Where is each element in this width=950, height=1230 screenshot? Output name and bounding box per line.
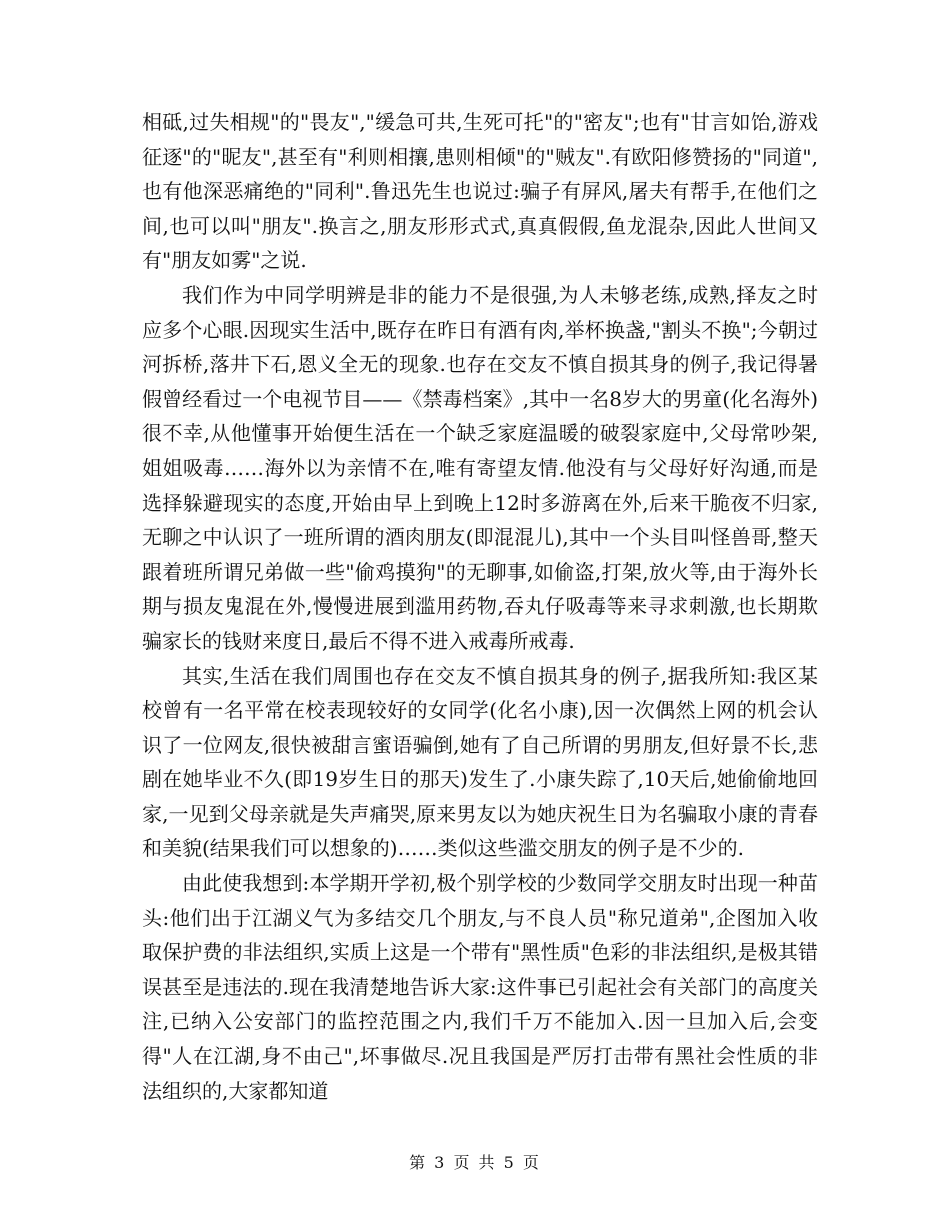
document-body: [142, 105, 818, 1108]
paragraph-4: 由此使我想到:本学期开学初,极个别学校的少数同学交朋友时出现一种苗头:他们出于江湖义气为多结交几个朋友,与不良人员"称兄道弟",企图加入收取保护费的非法组织,实质上这是一个带有"黑性质"色彩的非法组织,是极其错误甚至是违法的.现在我清楚地告诉大家:这件事已引起社会有关部门的高度关注,已纳入公安部门的监控范围之内,我们千万不能加入.因一旦加入后,会变得"人在江湖,身不由己",坏事做尽.况且我国是严厉打击带有黑社会性质的非法组织的,大家都知道: [142, 871, 818, 1103]
page-footer: 第 3 页 共 5 页: [409, 1153, 541, 1172]
paragraph-2: 我们作为中同学明辨是非的能力不是很强,为人未够老练,成熟,择友之时应多个心眼.因现实生活中,既存在昨日有酒有肉,举杯换盏,"割头不换";今朝过河拆桥,落井下石,恩义全无的现象.也存在交友不慎自损其身的例子,我记得暑假曾经看过一个电视节目——《禁毒档案》,其中一名8岁大的男童(化名海外)很不幸,从他懂事开始便生活在一个缺乏家庭温暖的破裂家庭中,父母常吵架,姐姐吸毒……海外以为亲情不在,唯有寄望友情.他没有与父母好好沟通,而是选择躲避现实的态度,开始由早上到晚上12时多游离在外,后来干脆夜不归家,无聊之中认识了一班所谓的酒肉朋友(即混混儿),其中一个头目叫怪兽哥,整天跟着班所谓兄弟做一些"偷鸡摸狗"的无聊事,如偷盗,打架,放火等,由于海外长期与损友鬼混在外,慢慢进展到滥用药物,吞丸仔吸毒等来寻求刺激,也长期欺骗家长的钱财来度日,最后不得不进入戒毒所戒毒.: [142, 282, 818, 653]
paragraph-3: 其实,生活在我们周围也存在交友不慎自损其身的例子,据我所知:我区某校曾有一名平常在校表现较好的女同学(化名小康),因一次偶然上网的机会认识了一位网友,很快被甜言蜜语骗倒,她有了自己所谓的男朋友,但好景不长,悲剧在她毕业不久(即19岁生日的那天)发生了.小康失踪了,10天后,她偷偷地回家,一见到父母亲就是失声痛哭,原来男友以为她庆祝生日为名骗取小康的青春和美貌(结果我们可以想象的)……类似这些滥交朋友的例子是不少的.: [142, 663, 818, 861]
paragraph-1: 相砥,过失相规"的"畏友","缓急可共,生死可托"的"密友";也有"甘言如饴,游戏征逐"的"昵友",甚至有"利则相攘,患则相倾"的"贼友".有欧阳修赞扬的"同道",也有他深恶痛绝的"同利".鲁迅先生也说过:骗子有屏风,屠夫有帮手,在他们之间,也可以叫"朋友".换言之,朋友形形式式,真真假假,鱼龙混杂,因此人世间又有"朋友如雾"之说.: [142, 110, 818, 273]
